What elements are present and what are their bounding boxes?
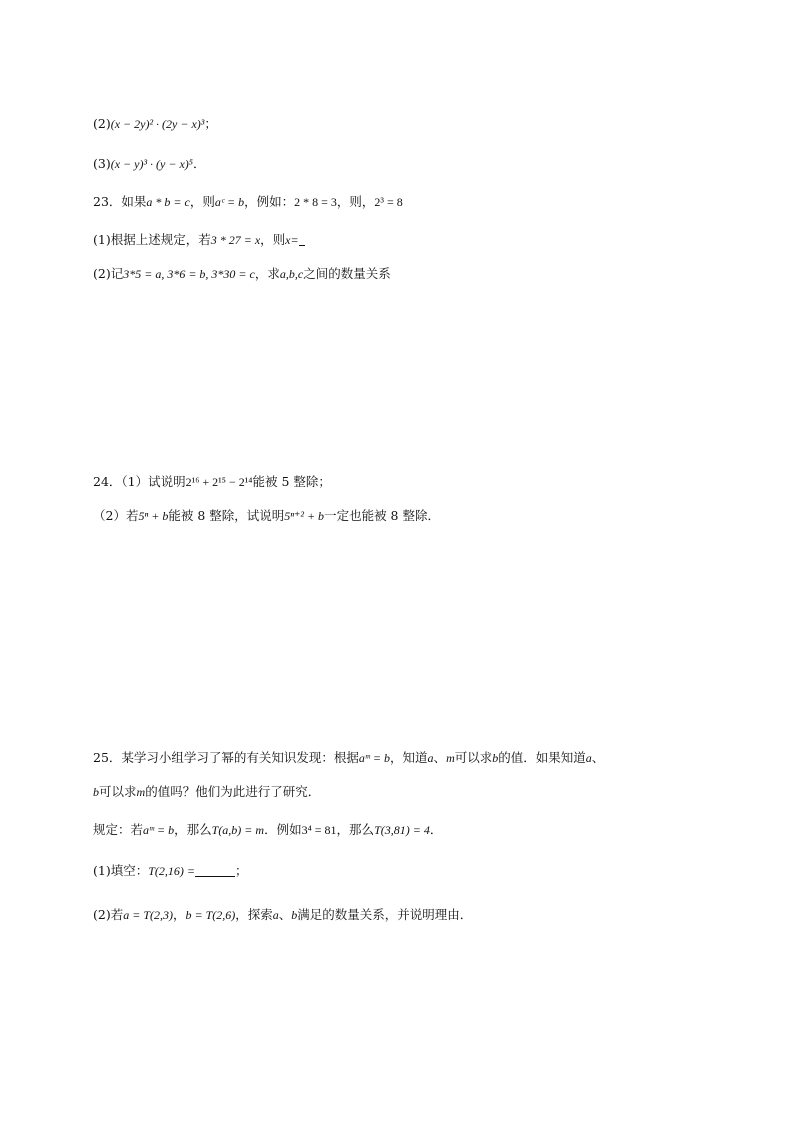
q25-l2-text-b: 的值吗？他们为此进行了研究． — [145, 784, 321, 799]
q25-l3-expr-2: T(a,b) = m — [211, 823, 265, 837]
q23-stem-text-b: ，则 — [189, 194, 215, 209]
q25-l3-text-f: ． — [429, 822, 443, 837]
q25-l5-var-1: a — [272, 908, 279, 922]
q23-part1 — [93, 230, 305, 250]
q24-part2-text-a: （2）若 — [93, 508, 139, 523]
q24-part1-expr: 2¹⁶ + 2¹⁵ − 2¹⁴ — [185, 475, 253, 489]
q23-stem-expr-4: 2³ = 8 — [374, 195, 403, 209]
q23-stem-text-d: ，则， — [336, 194, 375, 209]
q25-l5-var-2: b — [291, 908, 298, 922]
q25-l3-text-b: ，那么 — [174, 822, 212, 837]
q24-part1-text-a: 24．（1）试说明 — [93, 474, 186, 489]
q25-l1-text-g: 、 — [591, 750, 605, 765]
q25-l1-text-d: 可以求 — [454, 750, 493, 765]
q25-part1-answer-blank[interactable] — [195, 864, 235, 877]
q25-l1-text-f: 的值．如果知道 — [498, 750, 586, 765]
q23-part1-text-a: (1)根据上述规定，若 — [93, 232, 211, 247]
q25-l4-expr: T(2,16) = — [148, 864, 195, 878]
q24-part2-text-b: 能被 8 整除，试说明 — [168, 508, 285, 523]
q25-l3-text-a: 规定：若 — [93, 822, 144, 837]
q24-part2-expr-2: 5ⁿ⁺² + b — [284, 509, 325, 523]
q24-part1 — [93, 472, 331, 492]
q25-l5-expr-2: b = T(2,6) — [185, 908, 236, 922]
q25-l2-var-2: m — [136, 785, 146, 799]
q23-stem-expr-1: a * b = c — [146, 195, 190, 209]
q25-line2 — [93, 782, 320, 802]
q23-part1-text-b: ，则 — [260, 232, 286, 247]
q25-l3-text-c: ．例如 — [264, 822, 302, 837]
q22-part2-expression: (x − 2y)² · (2y − x)³ — [110, 117, 205, 131]
q24-part2-expr-1: 5ⁿ + b — [138, 509, 169, 523]
q23-part2-text-b: ，求 — [254, 266, 280, 281]
q23-stem-text-c: ，例如： — [244, 194, 295, 209]
q25-l5-text-c: ，探索 — [235, 907, 273, 922]
q25-l3-text-d: ，那么 — [336, 822, 375, 837]
q23-part2-text-a: (2)记 — [93, 266, 124, 281]
q25-l1-var-2: m — [446, 751, 455, 765]
q25-l4-text-a: (1)填空： — [93, 863, 149, 878]
q23-part2 — [93, 264, 391, 284]
q25-l1-expr: aᵐ = b — [358, 751, 391, 765]
q23-part2-vars: a,b,c — [279, 267, 304, 281]
q25-line4-part1 — [93, 861, 248, 881]
q25-l5-text-d: 、 — [278, 907, 292, 922]
q24-part2-text-c: 一定也能被 8 整除． — [324, 508, 440, 523]
q25-l5-text-a: (2)若 — [93, 907, 124, 922]
q25-l5-text-b: ， — [172, 907, 186, 922]
q22-part2 — [93, 114, 217, 134]
q23-part2-expr: 3*5 = a, 3*6 = b, 3*30 = c — [123, 267, 255, 281]
q25-l3-expr-1: aᵐ = b — [143, 823, 175, 837]
q25-l4-text-b: ； — [234, 863, 248, 878]
q25-l2-var-1: b — [93, 785, 99, 799]
q25-l1-var-1: a — [427, 751, 434, 765]
q25-l5-text-f: 满足的数量关系，并说明理由． — [297, 907, 473, 922]
q22-part2-tail: ； — [204, 116, 217, 131]
q22-part3-label: (3) — [93, 156, 111, 171]
q23-part2-text-c: 之间的数量关系 — [303, 266, 391, 281]
q24-part2 — [93, 506, 440, 526]
q23-stem-expr-3: 2 * 8 = 3 — [294, 195, 337, 209]
q25-l1-text-c: 、 — [433, 750, 447, 765]
q23-part1-x: x= — [285, 233, 299, 247]
q25-line3-rule — [93, 820, 442, 840]
q22-part3-expression: (x − y)³ · (y − x)⁵ — [110, 157, 193, 171]
q25-l1-var-3: b — [492, 751, 499, 765]
q23-part1-expr: 3 * 27 = x — [210, 233, 261, 247]
q22-part2-label: (2) — [93, 116, 111, 131]
q25-l1-text-a: 25．某学习小组学习了幂的有关知识发现：根据 — [93, 750, 359, 765]
q25-l3-expr-4: T(3,81) = 4 — [374, 823, 430, 837]
q24-part1-text-b: 能被 5 整除； — [252, 474, 331, 489]
q25-l1-text-b: ，知道 — [390, 750, 428, 765]
q25-l3-expr-3: 3⁴ = 81 — [301, 823, 337, 837]
q23-stem-expr-2: aᶜ = b — [214, 195, 245, 209]
q25-line1 — [93, 748, 604, 768]
q25-l1-var-4: a — [585, 751, 592, 765]
q22-part3 — [93, 154, 206, 174]
q25-l5-expr-1: a = T(2,3) — [123, 908, 173, 922]
q22-part3-tail: ． — [192, 156, 206, 171]
q23-stem-text-a: 23．如果 — [93, 194, 147, 209]
q25-l2-text-a: 可以求 — [99, 784, 137, 799]
q23-stem — [93, 192, 403, 212]
q23-part1-answer-blank — [299, 233, 305, 246]
q25-line5-part2 — [93, 905, 472, 925]
